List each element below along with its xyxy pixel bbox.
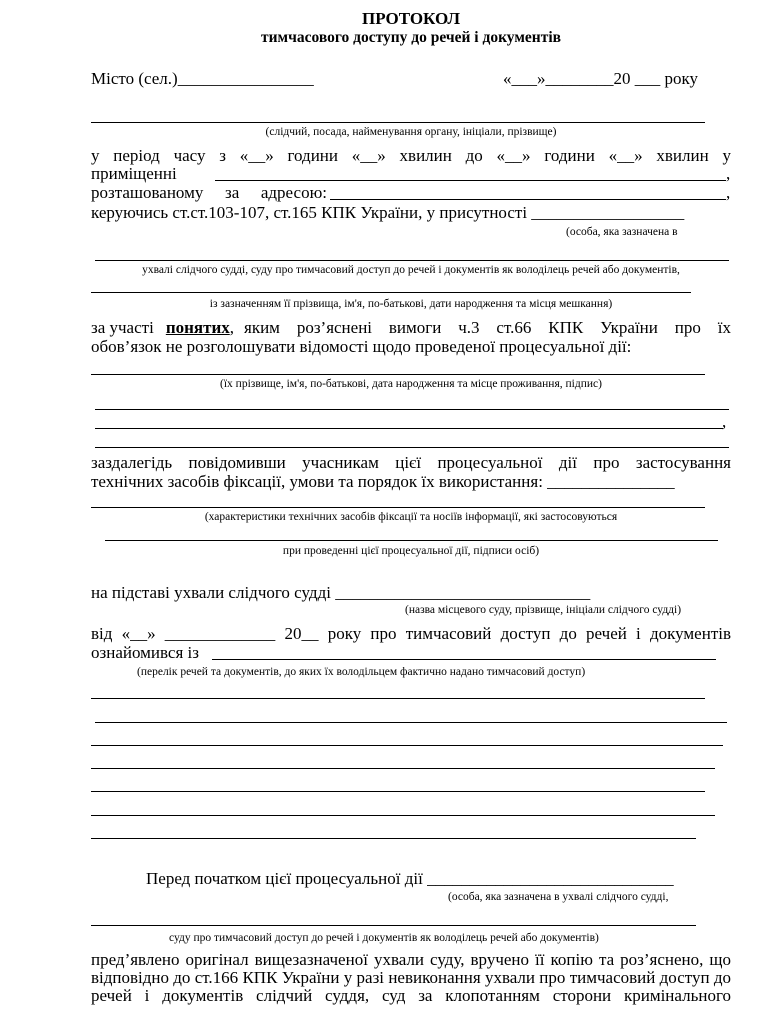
items-line-4: [91, 768, 715, 769]
city-blank: ________________: [177, 69, 314, 88]
witnesses-word: ст.66: [496, 318, 532, 337]
ruling-line-2: від «__» _____________ 20__ року про тимчасовий доступ до речей і документів: [91, 624, 731, 643]
address-line: [330, 199, 726, 200]
period-word: «__»: [239, 146, 274, 165]
witnesses-word: України: [600, 318, 658, 337]
before-caption-2: суду про тимчасовий доступ до речей і документів як володілець речей або документів): [169, 932, 599, 944]
witnesses-blank-4: [95, 447, 729, 448]
witnesses-line-1-rest: [230, 318, 731, 337]
presented-line-1: пред’явлено оригінал вищезазначеної ухвали суду, вручено її копію та роз’яснено, що: [91, 950, 731, 969]
items-line-1: [91, 698, 705, 699]
witnesses-blank-1: [91, 374, 705, 375]
technical-caption-1: (характеристики технічних засобів фіксації та носіїв інформації, які застосовуються: [204, 511, 618, 523]
witnesses-word: КПК: [548, 318, 584, 337]
technical-line-2: технічних засобів фіксації, умови та порядок їх використання: _______________: [91, 472, 675, 491]
witnesses-word: їх: [717, 318, 731, 337]
period-word: у: [722, 146, 731, 165]
period-word: години: [287, 146, 339, 165]
before-line: Перед початком цієї процесуальної дії _____________________________: [146, 869, 674, 888]
witnesses-blank-2: [95, 409, 729, 410]
premises-line: [215, 180, 726, 181]
owner-caption-3: із зазначенням її прізвища, ім'я, по-батькові, дати народження та місця мешкання): [209, 298, 613, 310]
witnesses-comma: ,: [722, 412, 727, 431]
ruling-caption-2: (перелік речей та документів, до яких їх володільцем фактично надано тимчасовий доступ): [137, 666, 586, 678]
owner-caption-1: (особа, яка зазначена в: [566, 226, 678, 238]
document-title: ПРОТОКОЛ: [361, 9, 460, 28]
period-word: у: [91, 146, 100, 165]
items-line-2: [95, 722, 727, 723]
address-comma: ,: [726, 183, 731, 202]
legal-basis-line: керуючись ст.ст.103-107, ст.165 КПК України, у присутності __________________: [91, 203, 685, 222]
items-line-6: [91, 815, 715, 816]
period-word: «__»: [351, 146, 386, 165]
premises-label: приміщенні: [91, 164, 177, 183]
period-word: хвилин: [656, 146, 709, 165]
owner-line-1: [95, 260, 729, 261]
investigator-caption: (слідчий, посада, найменування органу, ініціали, прізвище): [265, 126, 557, 138]
before-caption-1: (особа, яка зазначена в ухвалі слідчого судді,: [448, 891, 669, 903]
witnesses-caption: (їх прізвище, ім'я, по-батькові, дата народження та місце проживання, підпис): [220, 378, 602, 390]
items-line-5: [91, 791, 705, 792]
witnesses-word: про: [674, 318, 701, 337]
witnesses-line-1: за участі понятих , яким роз’яснені вимоги ч.3 ст.66 КПК України про їх: [91, 318, 731, 337]
period-word: до: [465, 146, 483, 165]
period-word: з: [219, 146, 226, 165]
period-line: [91, 146, 731, 165]
period-word: період: [113, 146, 160, 165]
owner-caption-2: ухвалі слідчого судді, суду про тимчасовий доступ до речей і документів як володілець речей або документів,: [142, 264, 680, 276]
presented-line-2: відповідно до ст.166 КПК України у разі невиконання ухвали про тимчасовий доступ до: [91, 968, 731, 987]
period-word: години: [544, 146, 595, 165]
technical-caption-2: при проведенні цієї процесуальної дії, підписи осіб): [282, 545, 540, 557]
witnesses-word: ч.3: [458, 318, 480, 337]
period-word: «__»: [608, 146, 643, 165]
ruling-line-3-blank: [212, 659, 716, 660]
items-line-3: [91, 745, 723, 746]
document-subtitle: тимчасового доступу до речей і документів: [260, 29, 561, 46]
witnesses-word: вимоги: [388, 318, 442, 337]
address-label: розташованому за адресою:: [91, 183, 327, 202]
technical-blank-1: [91, 507, 705, 508]
ruling-caption: (назва місцевого суду, прізвище, ініціали слідчого судді): [405, 604, 682, 616]
city-label: Місто (сел.): [91, 69, 178, 88]
ruling-line: на підставі ухвали слідчого судді ______________________________: [91, 583, 591, 602]
period-word: хвилин: [399, 146, 452, 165]
items-line-7: [91, 838, 696, 839]
before-blank: [91, 925, 696, 926]
technical-line-1: заздалегідь повідомивши учасникам цієї процесуальної дії про застосування: [91, 453, 731, 472]
presented-line-3: речей і документів слідчий суддя, суд за клопотанням сторони кримінального: [91, 986, 731, 1005]
witnesses-line-2: обов’язок не розголошувати відомості щодо проведеної процесуальної дії:: [91, 337, 632, 356]
witnesses-comma-inline: ,: [229, 318, 234, 337]
witnesses-word: яким: [244, 318, 280, 337]
ruling-line-3-label: ознайомився із: [91, 643, 199, 662]
city-field: [91, 69, 314, 88]
witnesses-word: роз’яснені: [296, 318, 373, 337]
period-word: часу: [173, 146, 206, 165]
investigator-line: [91, 122, 705, 123]
witnesses-blank-3: [95, 428, 723, 429]
owner-line-2: [91, 292, 691, 293]
period-word: «__»: [496, 146, 531, 165]
date-field: «___»________20 ___ року: [503, 69, 699, 88]
technical-blank-2: [105, 540, 718, 541]
premises-comma: ,: [726, 164, 731, 183]
